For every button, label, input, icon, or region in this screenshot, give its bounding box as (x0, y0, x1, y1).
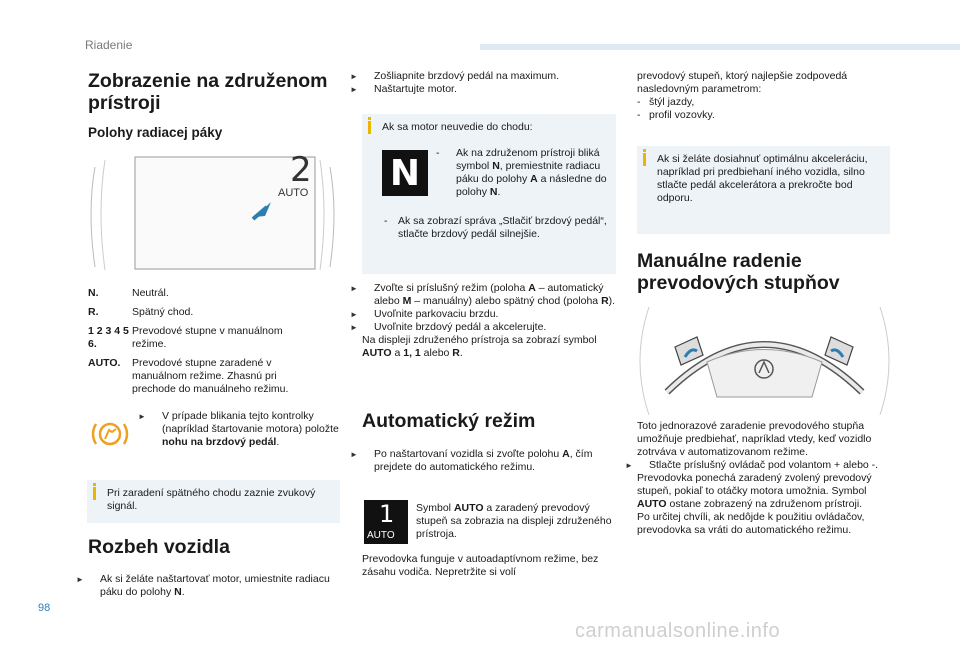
neutral-symbol-tile: N (382, 150, 428, 196)
list-item: ► Naštartujte motor. (350, 83, 457, 95)
paragraph: Prevodovka ponechá zaradený zvolený prevodový stupeň, pokiaľ to otáčky motora umožnia. Symbol AUTO ostane zobrazený na združenom prístroji. (637, 472, 872, 510)
auto-tile-text: Symbol AUTO a zaradený prevodový stupeň sa zobrazia na displeji združeného prístroja. (416, 502, 612, 540)
auto-section (350, 410, 617, 474)
auto-adaptive-text: Prevodovka funguje v autoadaptívnom režime, bez zásahu vodiča. Nepretržite si volí (362, 553, 599, 578)
list-item: ► Uvoľnite brzdový pedál a akcelerujte. (350, 321, 547, 333)
paragraph: Na displeji združeného prístroja sa zobrazí symbol AUTO a 1, 1 alebo R. (362, 334, 597, 359)
page-number: 98 (38, 602, 51, 614)
list-item: ► Uvoľnite parkovaciu brzdu. (350, 308, 499, 320)
list-item: ► Stlačte príslušný ovládač pod volantom + alebo -. (625, 459, 879, 471)
foot-on-brake-warning-icon (90, 420, 130, 448)
manual-heading-block (637, 250, 887, 294)
info-box-reverse: Pri zaradení spätného chodu zaznie zvukový signál. (87, 480, 340, 523)
legend-row: AUTO. Prevodové stupne zaradené v manuálnom režime. Zhasnú pri prechode do manuálneho režimu. (88, 357, 289, 395)
section-label: Riadenie (85, 38, 133, 52)
page-title: Zobrazenie na združenom prístroji (88, 70, 328, 114)
list-item: - profil vozovky. (637, 109, 715, 121)
column-2-top (350, 70, 617, 96)
box-instruction-1: - Ak na združenom prístroji bliká symbol N, premiestnite radiacu páku do polohy A a následne do polohy N. (436, 147, 607, 198)
info-icon (93, 487, 96, 500)
column-3-bottom: Toto jednorazové zaradenie prevodového stupňa umožňuje predbiehať, napríklad vtedy, keď vozidlo zotrváva v automatizovanom režime. ► Stlačte príslušný ovládač pod volantom + alebo -. Prevodovka ponechá zaradený zvolený prevodový stupeň, pokiaľ to otáčky motora umožnia. Symbol AUTO ostane zobrazený na združenom prístroji. Po určitej chvíli, ak nedôjde k použitiu ovládačov, prevodovka sa vráti do automatického režimu. (637, 420, 889, 537)
heading-start: Rozbeh vozidla (88, 536, 230, 558)
column-2-mid (350, 282, 617, 360)
info-box-engine-start: Ak sa motor neuvedie do chodu: (362, 114, 616, 274)
display-gear-digit: 2 (290, 150, 312, 190)
legend-row: R. Spätný chod. (88, 306, 194, 318)
list-item: - štýl jazdy, (637, 96, 695, 108)
header-bar (480, 44, 960, 50)
start-instruction: ► Ak si želáte naštartovať motor, umiestnite radiacu páku do polohy N. (76, 573, 330, 598)
auto-instruction: ► Po naštartovaní vozidla si zvoľte polohu A, čím prejdete do automatického režimu. (350, 448, 593, 473)
info-box-acceleration: Ak si želáte dosiahnuť optimálnu akceleráciu, napríklad pri predbiehaní iného vozidla, silno stlačte pedál akcelerátora a prekročte bod odporu. (637, 146, 890, 234)
start-section (76, 536, 343, 599)
auto-gear-tile: 1 AUTO (364, 500, 408, 544)
list-item: ► Zvoľte si príslušný režim (poloha A – automatický alebo M – manuálny) alebo spätný chod (poloha R). (350, 282, 616, 307)
heading-auto-mode: Automatický režim (362, 410, 536, 432)
subtitle-gear-positions: Polohy radiacej páky (88, 125, 223, 140)
warning-text: ► V prípade blikania tejto kontrolky (napríklad štartovanie motora) položte nohu na brzdový pedál. (138, 410, 339, 448)
column-3-top: prevodový stupeň, ktorý najlepšie zodpovedá nasledovným parametrom: - štýl jazdy, - profil vozovky. (637, 70, 887, 122)
list-item: ► Zošliapnite brzdový pedál na maximum. (350, 70, 560, 82)
watermark-text: carmanualsonline.info (575, 620, 781, 642)
heading-manual-shift: Manuálne radenie prevodových stupňov (637, 250, 840, 294)
info-icon (368, 121, 371, 134)
box-instruction-2: - Ak sa zobrazí správa „Stlačiť brzdový pedál“, stlačte brzdový pedál silnejšie. (384, 215, 607, 240)
legend-row: 1 2 3 4 5 6. Prevodové stupne v manuálnom režime. (88, 325, 283, 350)
info-icon (643, 153, 646, 166)
gear-legend (88, 287, 343, 402)
legend-row: N. Neutrál. (88, 287, 169, 299)
steering-wheel-paddles-illustration (637, 307, 892, 415)
column-1 (88, 70, 340, 139)
display-mode-label: AUTO (278, 187, 309, 199)
